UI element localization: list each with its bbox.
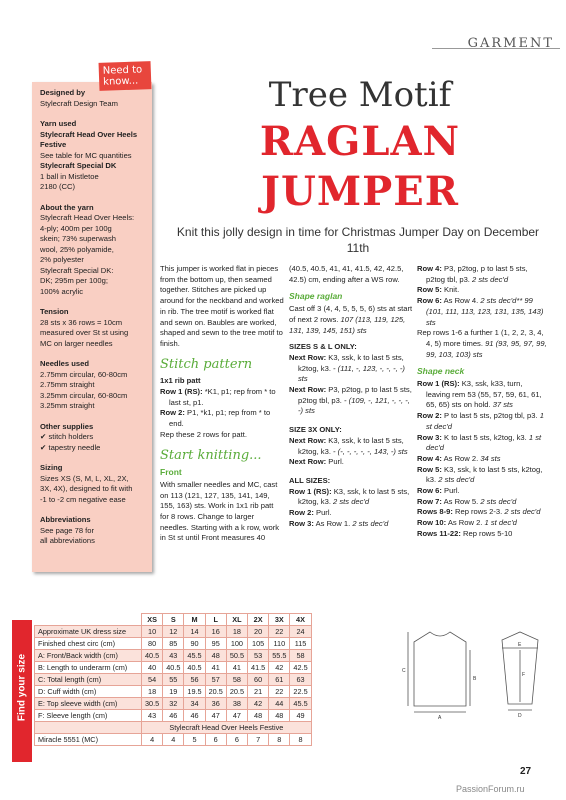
sidebar-line: 2180 (CC)	[40, 182, 76, 191]
sidebar-section	[40, 515, 146, 547]
size-header: 4X	[290, 614, 311, 626]
text-column-3	[417, 264, 547, 540]
sidebar-section	[40, 359, 146, 412]
title-line-1: Tree Motif	[268, 75, 452, 115]
sidebar-line: measured over St st using	[40, 328, 129, 337]
subtitle: Knit this jolly design in time for Christmas Jumper Day on December 11th	[176, 225, 540, 255]
size-cell: 18	[226, 626, 247, 638]
body-schematic	[408, 632, 470, 712]
size-cell: 32	[163, 698, 184, 710]
neck-rows-8-9: Rows 8-9: Rep rows 2-3. 2 sts dec'd	[417, 507, 541, 517]
row-label: Approximate UK dress size	[35, 626, 142, 638]
size-cell: 20.5	[205, 686, 226, 698]
size-cell: 42	[248, 698, 269, 710]
sidebar-line: DK; 295m per 100g;	[40, 276, 108, 285]
size-cell: 58	[290, 650, 311, 662]
size-cell: 45.5	[290, 698, 311, 710]
neck-row-3: Row 3: K to last 5 sts, k2tog, k3. 1 st dec'd	[417, 432, 542, 453]
size-cell: 41	[205, 662, 226, 674]
size-cell: 90	[184, 638, 205, 650]
size-cell: 14	[184, 626, 205, 638]
label-c: C	[402, 668, 406, 674]
sidebar-section	[40, 119, 146, 130]
size-cell: 46	[163, 710, 184, 722]
neck-row-4: Row 4: As Row 2. 34 sts	[417, 453, 501, 463]
size-header: XS	[142, 614, 163, 626]
size-cell: 8	[269, 734, 290, 746]
rib-heading: 1x1 rib patt	[160, 376, 201, 386]
size-cell: 57	[205, 674, 226, 686]
text-column-2	[289, 264, 413, 529]
sidebar-line: MC on larger needles	[40, 338, 113, 348]
sidebar-section-heading: Designed by	[40, 88, 86, 97]
size-cell: 48	[248, 710, 269, 722]
sidebar-line: 2.75mm circular, 60-80cm	[40, 369, 128, 379]
size-cell: 105	[248, 638, 269, 650]
title-line-3: JUMPER	[261, 168, 459, 215]
size-cell: 21	[248, 686, 269, 698]
size-cell: 44	[269, 698, 290, 710]
schematic-diagrams	[392, 620, 562, 730]
size-cell: 24	[290, 626, 311, 638]
label-b: B	[473, 676, 477, 682]
row-label: D: Cuff width (cm)	[35, 686, 142, 698]
row-label: C: Total length (cm)	[35, 674, 142, 686]
yarn-name-row: Stylecraft Head Over Heels Festive	[142, 722, 312, 734]
sidebar-section-heading: Stylecraft Special DK	[40, 161, 117, 170]
size-cell: 60	[248, 674, 269, 686]
sidebar-line: ✔ stitch holders	[40, 432, 94, 441]
size-table	[34, 613, 312, 746]
size-cell: 6	[226, 734, 247, 746]
sidebar-line: Stylecraft Head Over Heels:	[40, 213, 135, 222]
size-cell: 115	[290, 638, 311, 650]
sidebar-line: 3.25mm circular, 60-80cm	[40, 390, 128, 400]
need-to-know-sidebar	[32, 82, 152, 572]
intro-paragraph: This jumper is worked flat in pieces from the bottom up, then seamed together. Stitches are picked up around for the neckband and worked in rib. The tree motif is worked flat and sewn on. Baubles are worked, shaped and sewn to the tree motif to finish.	[160, 264, 284, 348]
all-row-2: Row 2: Purl.	[289, 508, 332, 518]
size-header: M	[184, 614, 205, 626]
sidebar-section-heading: Tension	[40, 307, 69, 316]
size-cell: 20	[248, 626, 269, 638]
table-row	[35, 650, 312, 662]
size-cell: 40.5	[142, 650, 163, 662]
size-header: 3X	[269, 614, 290, 626]
3x-next-row-2: Next Row: Purl.	[289, 457, 344, 467]
raglan-paragraph: Cast off 3 (4, 4, 5, 5, 5, 6) sts at start of next 2 rows. 107 (113, 119, 125, 131, 139, 145, 151) sts	[289, 304, 413, 335]
sidebar-line: 4-ply; 400m per 100g	[40, 223, 112, 233]
size-cell: 40.5	[163, 662, 184, 674]
size-cell: 42.5	[290, 662, 311, 674]
table-row	[35, 638, 312, 650]
table-row	[35, 698, 312, 710]
size-cell: 20.5	[226, 686, 247, 698]
size-cell: 42	[269, 662, 290, 674]
size-cell: 22	[269, 626, 290, 638]
size-header: L	[205, 614, 226, 626]
neck-row-6: Row 6: Purl.	[417, 486, 460, 496]
size-cell: 5	[184, 734, 205, 746]
neck-rows-11-22: Rows 11-22: Rep rows 5-10	[417, 528, 513, 538]
size-cell: 85	[163, 638, 184, 650]
sidebar-section	[40, 422, 146, 454]
front-continued: (40.5, 40.5, 41, 41, 41.5, 42, 42.5, 42.5) cm, ending after a WS row.	[289, 264, 404, 284]
section-label: GARMENT	[467, 36, 554, 51]
sidebar-line: 2% polyester	[40, 255, 84, 264]
size-cell: 43	[163, 650, 184, 662]
page-number: 27	[520, 766, 532, 777]
sidebar-section-heading: Stylecraft Head Over Heels Festive	[40, 129, 138, 149]
sidebar-section-heading: Yarn used	[40, 119, 77, 128]
rib-repeat: Rep these 2 rows for patt.	[160, 429, 247, 439]
sidebar-line: wool, 25% polyamide,	[40, 244, 114, 254]
sidebar-line: 3.25mm straight	[40, 401, 95, 410]
size-cell: 55.5	[269, 650, 290, 662]
sidebar-section-heading: About the yarn	[40, 202, 94, 212]
size-cell: 47	[226, 710, 247, 722]
size-cell: 80	[142, 638, 163, 650]
front-heading: Front	[160, 467, 182, 478]
need-to-know-tag: Need to know...	[99, 61, 152, 91]
all-row-1: Row 1 (RS): K3, ssk, k to last 5 sts, k2tog, k3. 2 sts dec'd	[289, 486, 410, 507]
row-5: Row 5: Knit.	[417, 285, 460, 295]
size-cell: 4	[163, 734, 184, 746]
table-row	[35, 674, 312, 686]
sidebar-section	[40, 463, 146, 505]
sidebar-line: 100% acrylic	[40, 286, 84, 296]
sl-next-row-1: Next Row: K3, ssk, k to last 5 sts, k2tog, k3. - (111, -, 123, -, -, -, -) sts	[289, 352, 405, 384]
size-cell: 41.5	[248, 662, 269, 674]
start-knitting-heading: Start knitting...	[160, 447, 262, 463]
row-label: Miracle 5551 (MC)	[35, 734, 142, 746]
front-paragraph: With smaller needles and MC, cast on 113 (121, 127, 135, 141, 149, 155, 163) sts. Work in 1x1 rib patt for 8 rows. Change to larger needles. Starting with a k row, work in St st until Front measures 40	[160, 479, 280, 543]
3x-next-row-1: Next Row: K3, ssk, k to last 5 sts, k2tog, k3. - (-, -, -, -, -, 143, -) sts	[289, 435, 408, 456]
size-cell: 19.5	[184, 686, 205, 698]
size-cell: 61	[269, 674, 290, 686]
size-cell: 63	[290, 674, 311, 686]
size-cell: 45.5	[184, 650, 205, 662]
sidebar-section	[40, 88, 146, 109]
empty-cell	[35, 722, 142, 734]
stitch-pattern-heading: Stitch pattern	[160, 356, 253, 372]
sidebar-line: ✔ tapestry needle	[40, 442, 101, 452]
rib-row-2: Row 2: P1, *k1, p1; rep from * to end.	[160, 408, 271, 429]
neck-row-5: Row 5: K3, ssk, k to last 5 sts, k2tog, k3. 2 sts dec'd	[417, 464, 543, 485]
label-f: F	[522, 672, 526, 678]
find-your-size-tab: Find your size	[12, 620, 32, 762]
size-cell: 8	[290, 734, 311, 746]
table-row	[35, 626, 312, 638]
size-header: XL	[226, 614, 247, 626]
title-line-2: RAGLAN	[259, 118, 461, 165]
sidebar-line: all abbreviations	[40, 536, 95, 545]
sidebar-line: See table for MC quantities	[40, 150, 132, 160]
size-cell: 36	[205, 698, 226, 710]
size-cell: 4	[142, 734, 163, 746]
size-cell: 22	[269, 686, 290, 698]
table-row	[35, 662, 312, 674]
size-3x-heading: SIZE 3X ONLY:	[289, 425, 342, 435]
shape-raglan-heading: Shape raglan	[289, 291, 343, 302]
label-d: D	[518, 713, 522, 719]
size-cell: 47	[205, 710, 226, 722]
size-cell: 56	[184, 674, 205, 686]
size-header: 2X	[248, 614, 269, 626]
size-cell: 50.5	[226, 650, 247, 662]
sidebar-line: See page 78 for	[40, 525, 95, 535]
sidebar-line: 2.75mm straight	[40, 380, 95, 389]
row-label: B: Length to underarm (cm)	[35, 662, 142, 674]
size-cell: 48	[205, 650, 226, 662]
size-cell: 7	[248, 734, 269, 746]
table-row	[35, 710, 312, 722]
neck-row-2: Row 2: P to last 5 sts, p2tog tbl, p3. 1 st dec'd	[417, 411, 544, 431]
sidebar-section-heading: Other supplies	[40, 421, 94, 431]
sidebar-section	[40, 130, 146, 162]
size-header: S	[163, 614, 184, 626]
sidebar-line: -1 to -2 cm negative ease	[40, 494, 126, 504]
shape-neck-heading: Shape neck	[417, 366, 465, 377]
sidebar-line: 28 sts x 36 rows = 10cm	[40, 317, 123, 327]
sidebar-line: Sizes XS (S, M, L, XL, 2X,	[40, 473, 129, 483]
size-cell: 43	[142, 710, 163, 722]
all-row-3: Row 3: As Row 1. 2 sts dec'd	[289, 518, 389, 528]
sidebar-section-heading: Sizing	[40, 463, 63, 472]
size-cell: 10	[142, 626, 163, 638]
label-e: E	[518, 642, 522, 648]
repeat-rows: Rep rows 1-6 a further 1 (1, 2, 2, 3, 4, 4, 5) more times. 91 (93, 95, 97, 99, 99, 103, 103) sts	[417, 328, 547, 359]
size-cell: 22.5	[290, 686, 311, 698]
size-cell: 48	[269, 710, 290, 722]
all-sizes-heading: ALL SIZES:	[289, 475, 331, 485]
watermark: PassionForum.ru	[456, 784, 525, 794]
row-label: F: Sleeve length (cm)	[35, 710, 142, 722]
size-cell: 55	[163, 674, 184, 686]
size-cell: 40	[142, 662, 163, 674]
sidebar-line: Stylecraft Special DK:	[40, 265, 114, 275]
sidebar-section	[40, 307, 146, 349]
size-cell: 40.5	[184, 662, 205, 674]
text-column-1	[160, 264, 284, 550]
sidebar-section	[40, 161, 146, 193]
size-cell: 54	[142, 674, 163, 686]
sl-next-row-2: Next Row: P3, p2tog, p to last 5 sts, p2tog tbl, p3. - (109, -, 121, -, -, -, -) sts	[289, 385, 412, 416]
size-cell: 95	[205, 638, 226, 650]
row-label: A: Front/Back width (cm)	[35, 650, 142, 662]
row-label: E: Top sleeve width (cm)	[35, 698, 142, 710]
size-cell: 6	[205, 734, 226, 746]
neck-row-10: Row 10: As Row 2. 1 st dec'd	[417, 518, 517, 528]
sidebar-line: Stylecraft Design Team	[40, 98, 118, 108]
rib-row-1: Row 1 (RS): *K1, p1; rep from * to last st, p1.	[160, 387, 276, 407]
size-cell: 49	[290, 710, 311, 722]
sidebar-section-heading: Abbreviations	[40, 515, 91, 524]
size-cell: 100	[226, 638, 247, 650]
table-row	[35, 686, 312, 698]
sidebar-section	[40, 203, 146, 298]
neck-row-1: Row 1 (RS): K3, ssk, k33, turn, leaving rem 53 (55, 57, 59, 61, 61, 65, 65) sts on hold. 37 sts	[417, 379, 542, 410]
size-cell: 30.5	[142, 698, 163, 710]
row-4: Row 4: P3, p2tog, p to last 5 sts, p2tog tbl, p3. 2 sts dec'd	[417, 264, 528, 284]
sidebar-line: 1 ball in Mistletoe	[40, 171, 99, 181]
size-cell: 38	[226, 698, 247, 710]
size-cell: 58	[226, 674, 247, 686]
row-6: Row 6: As Row 4. 2 sts dec'd** 99 (101, 111, 113, 123, 131, 135, 143) sts	[417, 296, 544, 327]
size-cell: 12	[163, 626, 184, 638]
sidebar-section-heading: Needles used	[40, 359, 89, 368]
sizes-s-l-heading: SIZES S & L ONLY:	[289, 342, 357, 352]
neck-row-7: Row 7: As Row 5. 2 sts dec'd	[417, 496, 517, 506]
size-cell: 34	[184, 698, 205, 710]
size-cell: 41	[226, 662, 247, 674]
sidebar-line: skein; 73% superwash	[40, 234, 116, 243]
size-cell: 46	[184, 710, 205, 722]
size-cell: 18	[142, 686, 163, 698]
size-cell: 53	[248, 650, 269, 662]
size-cell: 16	[205, 626, 226, 638]
sidebar-line: 3X, 4X), designed to fit with	[40, 484, 133, 493]
label-a: A	[438, 715, 442, 721]
size-cell: 110	[269, 638, 290, 650]
size-header	[35, 614, 142, 626]
size-cell: 19	[163, 686, 184, 698]
row-label: Finished chest circ (cm)	[35, 638, 142, 650]
